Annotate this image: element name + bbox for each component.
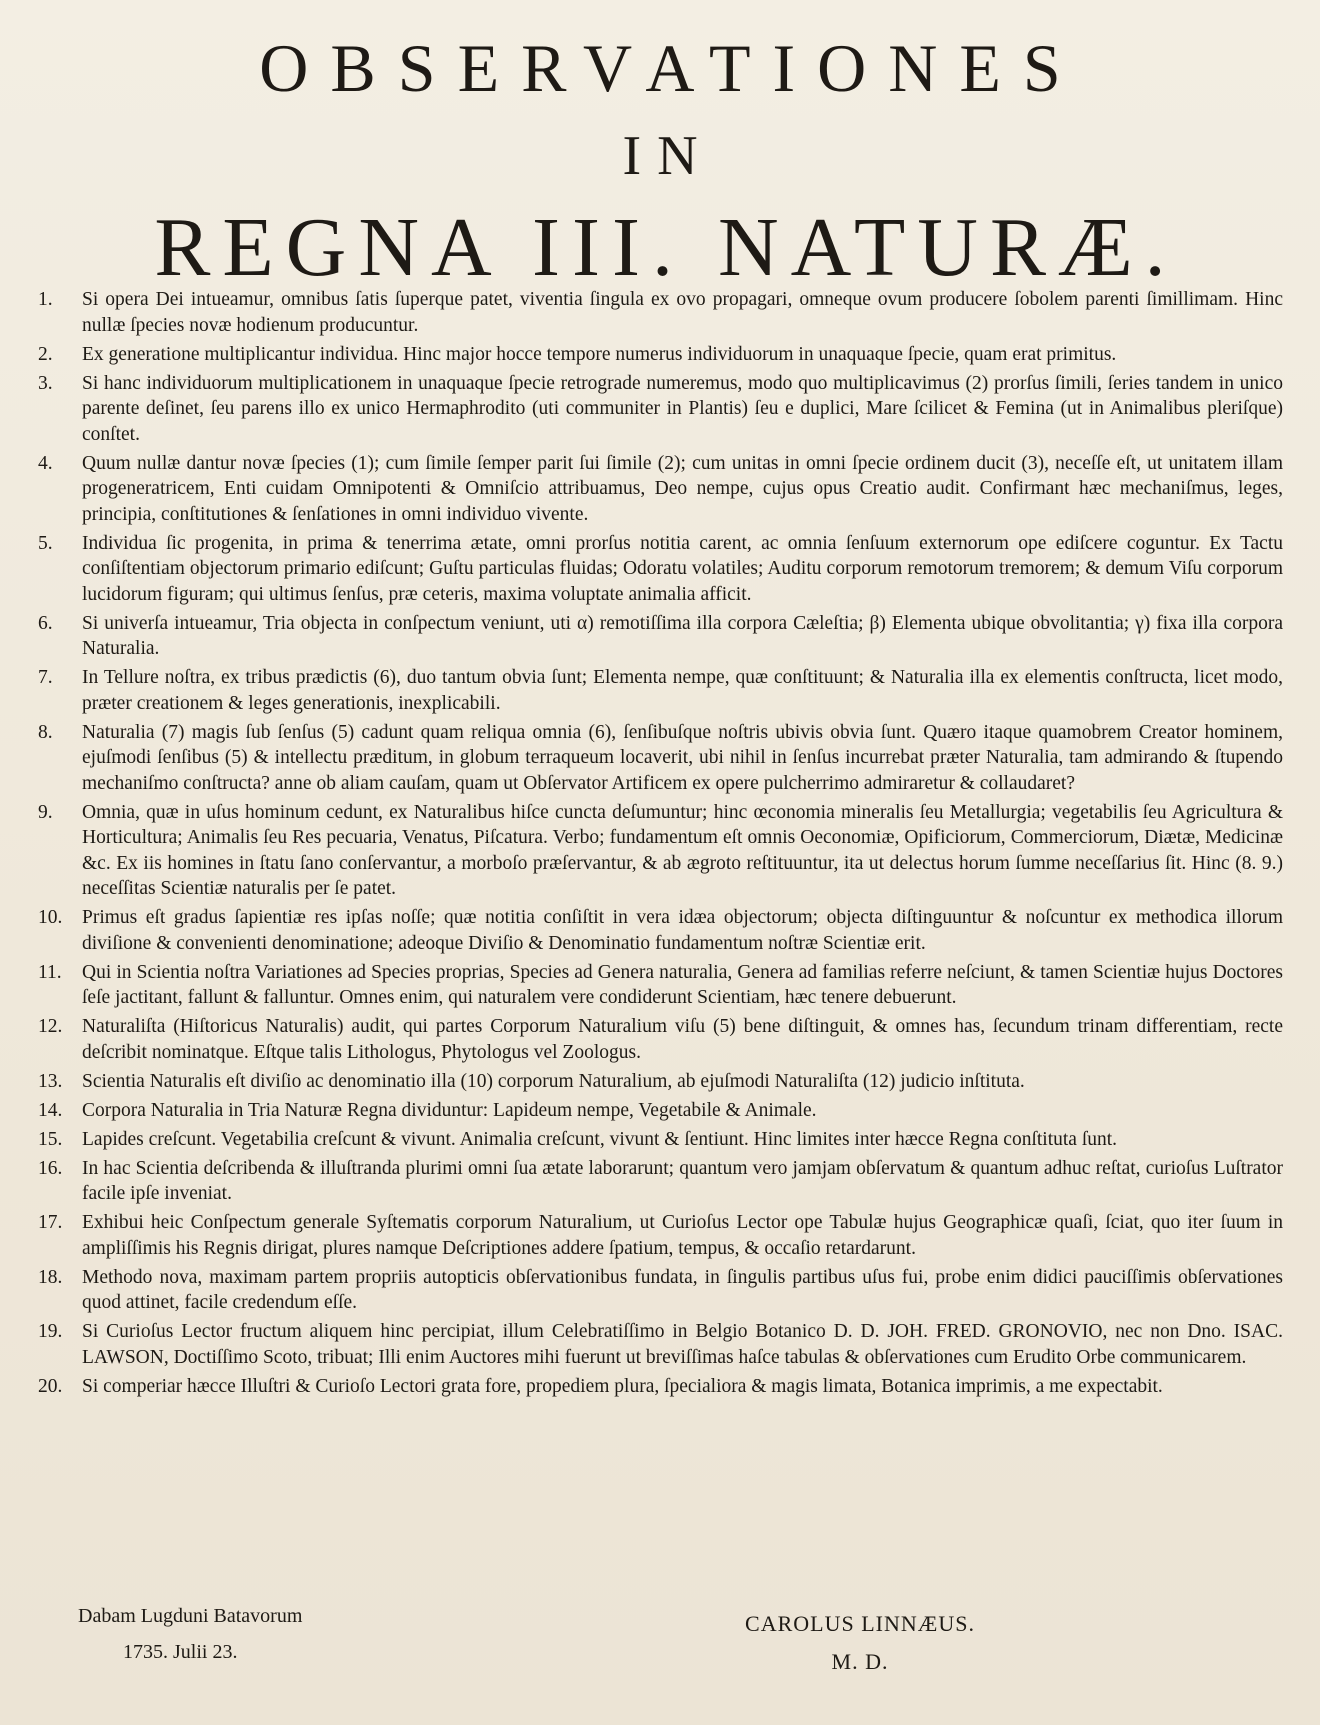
observation-item xyxy=(38,371,1283,448)
observation-item xyxy=(38,1210,1283,1261)
observations-list xyxy=(38,287,1283,1403)
observation-number: 16. xyxy=(38,1157,63,1179)
observation-number: 13. xyxy=(38,1070,63,1092)
observation-text: Scientia Naturalis eſt diviſio ac denominatio illa (10) corporum Naturalium, ab ejuſmodi Naturaliſta (12) judicio inſtituta. xyxy=(82,1070,1025,1092)
observation-number: 18. xyxy=(38,1266,63,1288)
observation-text: Omnia, quæ in uſus hominum cedunt, ex Naturalibus hiſce cuncta deſumuntur; hinc œconomia mineralis ſeu Metallurgia; vegetabilis ſeu Agricultura & Horticultura; Animalis ſeu Res pecuaria, Venatus, Piſcatura. Verbo; fundamentum eſt omnis Oeconomiæ, Opificiorum, Commerciorum, Diætæ, Medicinæ &c. Ex iis homines in ſtatu ſano conſervantur, a morboſo præſervantur, & ab ægroto reſtituuntur, ita ut delectus horum ſumme neceſſarius ſit. Hinc (8. 9.) neceſſitas Scientiæ naturalis per ſe patet. xyxy=(82,801,1283,899)
observation-item xyxy=(38,611,1283,662)
observation-item xyxy=(38,1265,1283,1316)
observation-number: 4. xyxy=(38,452,53,474)
observation-text: Qui in Scientia noſtra Variationes ad Species proprias, Species ad Genera naturalia, Genera ad familias referre neſciunt, & tamen Scientiæ hujus Doctores ſeſe jactitant, fallunt & falluntur. Omnes enim, qui naturalem vere condiderunt Scientiam, hæc tenere debuerunt. xyxy=(82,961,1283,1008)
title-line-observationes: OBSERVATIONES xyxy=(259,30,1083,106)
observation-text: Primus eſt gradus ſapientiæ res ipſas noſſe; quæ notitia conſiſtit in vera idæa objectorum; objecta diſtinguuntur & noſcuntur ex methodica illorum diviſione & convenienti denominatione; adeoque Diviſio & Denominatio fundamentum noſtræ Scientiæ erit. xyxy=(82,907,1283,954)
observation-item xyxy=(38,960,1283,1011)
observation-number: 1. xyxy=(38,289,53,310)
observation-number: 2. xyxy=(38,343,53,365)
observation-text: Exhibui heic Conſpectum generale Syſtematis corporum Naturalium, ut Curioſus Lector ope Tabulæ hujus Geographicæ quaſi, ſciat, quo iter ſuum in ampliſſimis his Regnis dirigat, plures namque Deſcriptiones addere ſpatium, tempus, & occaſio retardarunt. xyxy=(82,1212,1283,1259)
observation-item xyxy=(38,451,1283,528)
observation-item xyxy=(38,287,1283,338)
observation-item xyxy=(38,1127,1283,1153)
observation-number: 10. xyxy=(38,907,63,928)
observation-text: Naturalia (7) magis ſub ſenſus (5) cadunt quam reliqua omnia (6), ſenſibuſque noſtris ubivis obvia ſunt. Quæro itaque quamobrem Creator hominem, ejuſmodi ſenſibus (5) & intellectu præditum, in globum terraqueum locaverit, ubi nihil in ſenſus incurrebat præter Naturalia, tam admirando & ſtupendo mechaniſmo conſtructa? anne ob aliam cauſam, quam ut Obſervator Artificem ex opere pulcherrimo admiraretur & collaudaret? xyxy=(82,721,1283,794)
observation-number: 19. xyxy=(38,1321,63,1342)
observation-number: 20. xyxy=(38,1375,63,1397)
observation-number: 5. xyxy=(38,532,53,554)
observation-number: 3. xyxy=(38,372,53,394)
signature-block xyxy=(700,1605,1020,1681)
observation-text: In Tellure noſtra, ex tribus prædictis (6), duo tantum obvia ſunt; Elementa nempe, quæ conſtituunt; & Naturalia illa ex elementis conſtructa, licet modo, præter creationem & leges generationis, inexplicabili. xyxy=(82,667,1283,714)
observation-number: 8. xyxy=(38,721,53,743)
dateline-place: Dabam Lugduni Batavorum xyxy=(78,1605,303,1627)
observation-item xyxy=(38,1014,1283,1065)
dateline xyxy=(78,1598,302,1670)
observation-item xyxy=(38,531,1283,608)
observation-text: Si hanc individuorum multiplicationem in unaquaque ſpecie retrograde numeremus, modo quo multiplicavimus (2) prorſus ſimili, ſeries tandem in unico parente deſinet, ſeu parens illo ex unico Hermaphrodito (uti communiter in Plantis) ſeu e duplici, Mare ſcilicet & Femina (ut in Animalibus pleriſque) conſtet. xyxy=(82,372,1283,445)
dateline-date: 1735. Julii 23. xyxy=(123,1641,238,1663)
observation-text: Si comperiar hæcce Illuſtri & Curioſo Lectori grata fore, propediem plura, ſpecialiora & magis limata, Botanica imprimis, a me expectabit. xyxy=(82,1375,1163,1397)
observation-number: 7. xyxy=(38,667,53,688)
title-block xyxy=(0,30,1320,294)
observation-text: Quum nullæ dantur novæ ſpecies (1); cum ſimile ſemper parit ſui ſimile (2); cum unitas in omni ſpecie ordinem ducit (3), neceſſe eſt, ut unitatem illam progeneratricem, Enti cuidam Omnipotenti & Omniſcio attribuamus, Deo nempe, cujus opus Creatio audit. Confirmant hæc mechaniſmus, leges, principia, conſtitutiones & ſenſationes in omni individuo vivente. xyxy=(82,452,1283,525)
observation-text: Lapides creſcunt. Vegetabilia creſcunt & vivunt. Animalia creſcunt, vivunt & ſentiunt. Hinc limites inter hæcce Regna conſtituta ſunt. xyxy=(82,1128,1118,1150)
author-name: CAROLUS LINNÆUS. xyxy=(745,1611,975,1636)
observation-number: 15. xyxy=(38,1128,63,1150)
observation-number: 11. xyxy=(38,961,62,983)
observation-item xyxy=(38,800,1283,902)
observation-number: 14. xyxy=(38,1099,63,1121)
observation-item xyxy=(38,1156,1283,1207)
observation-text: Individua ſic progenita, in prima & tenerrima ætate, omni prorſus notitia carent, ac omnia ſenſuum externorum ope ediſcere coguntur. Ex Tactu conſiſtentiam objectorum primario ediſcunt; Guſtu particulas fluidas; Odoratu volatiles; Auditu corporum remotorum tremorem; & demum Viſu corporum lucidorum figuram; qui ultimus ſenſus, præ ceteris, maxima voluptate animalia afficit. xyxy=(82,532,1283,605)
observation-text: Methodo nova, maximam partem propriis autopticis obſervationibus fundata, in ſingulis partibus uſus fui, probe enim didici pauciſſimis obſervationes quod attinet, facile credendum eſſe. xyxy=(82,1266,1283,1313)
observation-number: 6. xyxy=(38,612,53,634)
title-line-regna: REGNA III. NATURÆ. xyxy=(154,201,1178,294)
observation-text: Si univerſa intueamur, Tria objecta in conſpectum veniunt, uti α) remotiſſima illa corpora Cæleſtia; β) Elementa ubique obvolitantia; γ) fixa illa corpora Naturalia. xyxy=(82,612,1283,659)
observation-number: 9. xyxy=(38,801,53,823)
observation-text: Si opera Dei intueamur, omnibus ſatis ſuperque patet, viventia ſingula ex ovo propagari, omneque ovum producere ſobolem parenti ſimillimam. Hinc nullæ ſpecies novæ hodienum producuntur. xyxy=(82,289,1283,336)
observation-item xyxy=(38,1098,1283,1124)
observation-text: Corpora Naturalia in Tria Naturæ Regna dividuntur: Lapideum nempe, Vegetabile & Animale. xyxy=(82,1099,817,1121)
observation-item xyxy=(38,342,1283,368)
observation-number: 17. xyxy=(38,1212,63,1233)
observation-item xyxy=(38,665,1283,716)
observation-text: Si Curioſus Lector fructum aliquem hinc percipiat, illum Celebratiſſimo in Belgio Botanico D. D. JOH. FRED. GRONOVIO, nec non Dno. ISAC. LAWSON, Doctiſſimo Scoto, tribuat; Illi enim Auctores mihi fuerunt ut breviſſimas haſce tabulas & obſervationes cum Erudito Orbe communicarem. xyxy=(82,1321,1283,1368)
observation-item xyxy=(38,1069,1283,1095)
author-degree: M. D. xyxy=(831,1649,889,1674)
observation-item xyxy=(38,1319,1283,1370)
observation-number: 12. xyxy=(38,1016,63,1037)
observation-text: Ex generatione multiplicantur individua. Hinc major hocce tempore numerus individuorum in unaquaque ſpecie, quam erat primitus. xyxy=(82,343,1117,365)
observation-item xyxy=(38,905,1283,956)
observation-item xyxy=(38,720,1283,797)
title-line-in: IN xyxy=(622,125,714,187)
observation-text: In hac Scientia deſcribenda & illuſtranda plurimi omni ſua ætate laborarunt; quantum vero jamjam obſervatum & quantum adhuc reſtat, curioſus Luſtrator facile ipſe inveniat. xyxy=(82,1157,1283,1204)
observation-text: Naturaliſta (Hiſtoricus Naturalis) audit, qui partes Corporum Naturalium viſu (5) bene diſtinguit, & omnes has, ſecundum trinam differentiam, recte deſcribit nominatque. Eſtque talis Lithologus, Phytologus vel Zoologus. xyxy=(82,1016,1283,1063)
observation-item xyxy=(38,1374,1283,1400)
